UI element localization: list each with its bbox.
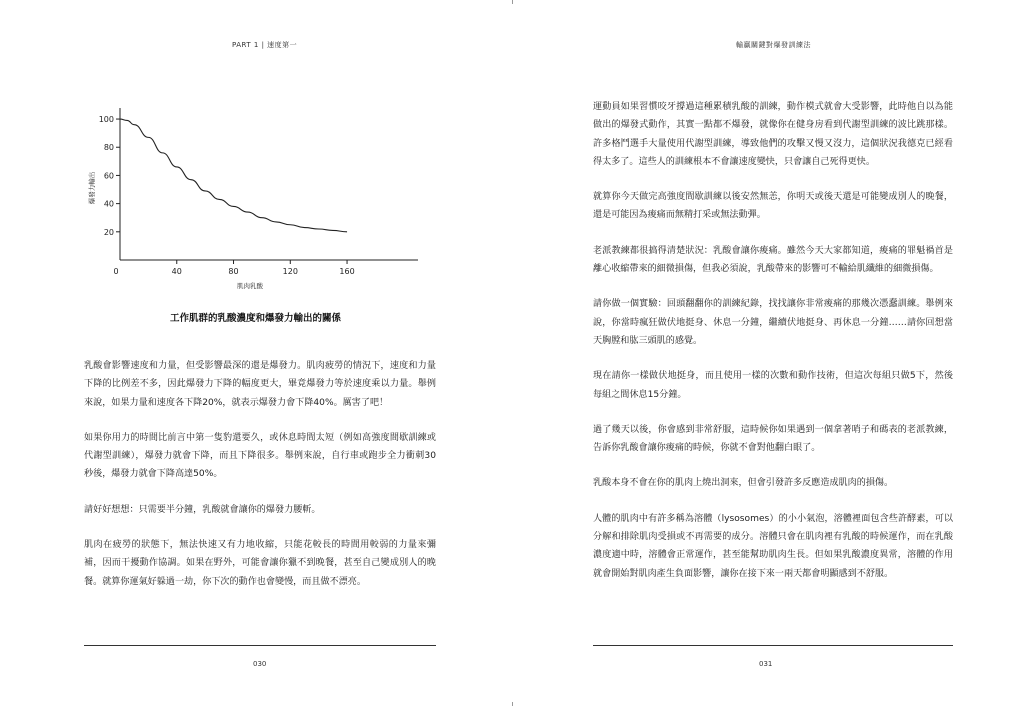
x-tick-label: 160: [339, 267, 355, 276]
page-number: 031: [759, 660, 773, 668]
origin-label: 0: [113, 267, 119, 276]
chart-svg: [80, 100, 430, 300]
paragraph: 肌肉在疲勞的狀態下，無法快速又有力地收縮，只能花較長的時間用較弱的力量來彌補，因而干擾動作協調。如果在野外，可能會讓你獵不到晚餐，甚至自己變成別人的晚餐。就算你運氣好躲過一劫，你下次的動作也會變慢，而且做不漂亮。: [84, 540, 436, 587]
paragraph: 乳酸會影響速度和力量，但受影響最深的還是爆發力。肌肉疲勞的情況下，速度和力量下降的比例差不多，因此爆發力下降的幅度更大，畢竟爆發力等於速度乘以力量。舉例來說，如果力量和速度各下降20%，就表示爆發力會下降40%。厲害了吧！: [84, 361, 436, 408]
footer-rule: [84, 645, 436, 646]
gutter-mark: [512, 702, 513, 706]
chart-caption: 工作肌群的乳酸濃度和爆發力輸出的關係: [170, 313, 342, 324]
x-tick-label: 120: [282, 267, 298, 276]
paragraph: 過了幾天以後，你會感到非常舒服，這時候你如果遇到一個拿著哨子和碼表的老派教練，告訴你乳酸會讓你痠痛的時候，你就不會對他翻白眼了。: [593, 424, 953, 454]
running-head: 輸贏關鍵對爆發訓練法: [736, 41, 811, 49]
paragraph: 現在請你一樣做伏地挺身，而且使用一樣的次數和動作技術，但這次每組只做5下，然後每組之間休息15分鐘。: [593, 371, 953, 400]
paragraph: 就算你今天做完高強度間歇訓練以後安然無恙，你明天或後天還是可能變成別人的晚餐，還是可能因為痠痛而無精打采或無法動彈。: [593, 192, 953, 221]
series-line: [120, 119, 347, 232]
y-tick-label: 80: [103, 143, 114, 153]
body-text: [84, 357, 436, 608]
y-axis-label: 爆發力輸出: [88, 171, 96, 205]
paragraph: 人體的肌肉中有許多稱為溶體（lysosomes）的小小氣泡，溶體裡面包含些許酵素，可以分解和排除肌肉受損或不再需要的成分。溶體只會在肌肉裡有乳酸的時候運作，而在乳酸濃度適中時，溶體會正常運作，甚至能幫助肌肉生長。但如果乳酸濃度異常，溶體的作用就會開始對肌肉產生負面影響，讓你在接下來一兩天都會明顯感到不舒服。: [593, 513, 953, 579]
x-axis-label: 肌肉乳酸: [237, 282, 263, 290]
paragraph: 如果你用力的時間比前言中第一隻豹還要久，或休息時間太短（例如高強度間歇訓練或代謝型訓練），爆發力就會下降，而且下降很多。舉例來說，自行車或跑步全力衝刺30秒後，爆發力就會下降高達50%。: [84, 432, 436, 480]
x-tick-label: 80: [228, 267, 239, 276]
paragraph: 請你做一個實驗：回頭翻翻你的訓練紀錄，找找讓你非常痠痛的那幾次憑蠢訓練。舉例來說，你當時瘋狂做伏地挺身、休息一分鐘，繼續伏地挺身、再休息一分鐘……請你回想當天胸膛和肱三頭肌的感覺。: [593, 299, 953, 346]
y-tick-label: 100: [98, 115, 114, 125]
y-tick-label: 20: [103, 227, 114, 237]
gutter-mark: [512, 0, 513, 4]
right-page: [512, 0, 1024, 707]
y-tick-label: 40: [103, 199, 114, 209]
paragraph: 乳酸本身不會在你的肌肉上燒出洞來，但會引發許多反應造成肌肉的損傷。: [593, 478, 894, 489]
x-tick-label: 40: [171, 267, 182, 276]
body-text: [593, 98, 953, 600]
y-tick-label: 60: [103, 171, 114, 181]
running-head: PART 1 | 速度第一: [232, 41, 298, 49]
paragraph: 老派教練都很搞得清楚狀況：乳酸會讓你痠痛。雖然今天大家都知道，痠痛的罪魁禍首是離心收縮帶來的細微損傷，但我必須說，乳酸帶來的影響可不輸給肌纖維的細微損傷。: [593, 245, 953, 275]
paragraph: 請好好想想：只需要半分鐘，乳酸就會讓你的爆發力腰斬。: [84, 504, 321, 515]
paragraph: 運動員如果習慣咬牙撐過這種累積乳酸的訓練，動作模式就會大受影響，此時他自以為能做出的爆發式動作，其實一點都不爆發，就像你在健身房看到代謝型訓練的波比跳那樣。許多格鬥選手大量使用代謝型訓練，導致他們的攻擊又慢又沒力，這個狀況我德克已經看得太多了。這些人的訓練根本不會讓速度變快，只會讓自己死得更快。: [593, 102, 953, 167]
page-number: 030: [253, 660, 267, 668]
lactate-power-chart: [80, 100, 430, 300]
footer-rule: [593, 645, 953, 646]
